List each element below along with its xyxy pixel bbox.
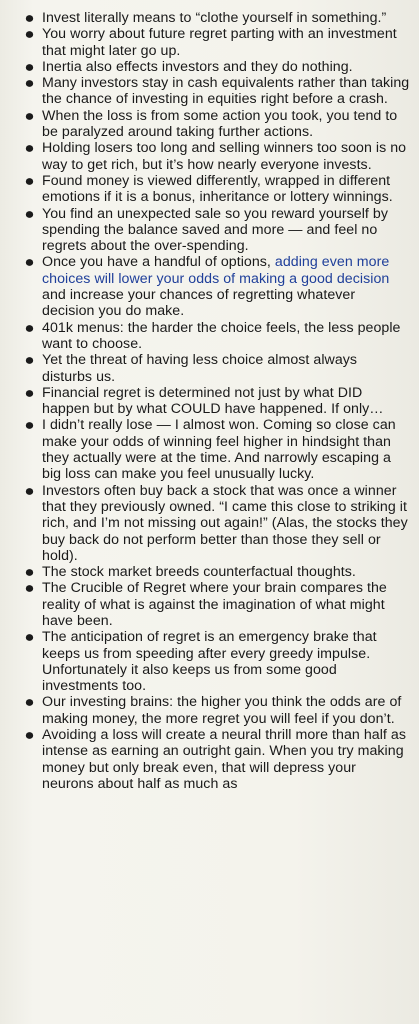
bullet-item [0, 59, 419, 75]
bullet-text: Holding losers too long and selling winners too soon is no way to get rich, but it’s how nearly everyone invests. [42, 140, 407, 173]
bullet-item [0, 385, 419, 418]
bullet-dot-icon [26, 390, 33, 397]
bullet-dot-icon [26, 357, 33, 364]
bullet-text: When the loss is from some action you took, you tend to be paralyzed around taking further actions. [42, 107, 398, 141]
bullet-text: The Crucible of Regret where your brain compares the reality of what is against the imagination of what might have been. [42, 580, 387, 629]
bullet-item [0, 564, 419, 580]
bullet-text: Inertia also effects investors and they do nothing. [42, 58, 353, 75]
bullet-text: You find an unexpected sale so you reward yourself by spending the balance saved and more — and feel no regrets about the over-spending. [42, 205, 388, 255]
bullet-dot-icon [26, 260, 33, 267]
bullet-dot-icon [26, 569, 33, 576]
bullet-dot-icon [26, 732, 33, 739]
bullet-text: Financial regret is determined not just by what DID happen but by what COULD have happened. If only… [42, 384, 384, 418]
bullet-dot-icon [26, 113, 33, 120]
bullet-item [0, 206, 419, 255]
bullet-list [0, 10, 419, 792]
bullet-text: I didn’t really lose — I almost won. Coming so close can make your odds of winning feel higher in hindsight than they actually were at the time. And narrowly escaping a big loss can make you feel unusually lucky. [42, 417, 396, 483]
bullet-text: Our investing brains: the higher you think the odds are of making money, the more regret you will feel if you don’t. [42, 694, 402, 727]
bullet-dot-icon [26, 423, 33, 430]
bullet-item [0, 483, 419, 564]
bullet-dot-icon [26, 146, 33, 153]
bullet-item [0, 173, 419, 206]
bullet-dot-icon [26, 31, 33, 38]
bullet-dot-icon [26, 178, 33, 185]
bullet-item [0, 75, 419, 108]
bullet-dot-icon [26, 15, 33, 22]
bullet-item [0, 580, 419, 629]
bullet-item [0, 26, 419, 59]
bullet-text: Found money is viewed differently, wrapped in different emotions if it is a bonus, inheritance or lottery winnings. [42, 172, 393, 206]
bullet-item [0, 320, 419, 353]
bullet-item [0, 10, 419, 26]
bullet-text: You worry about future regret parting with an investment that might later go up. [42, 26, 397, 59]
bullet-item [0, 108, 419, 141]
bullet-dot-icon [26, 64, 33, 71]
bullet-item [0, 254, 419, 319]
bullet-text: The anticipation of regret is an emergency brake that keeps us from speeding after every greedy impulse. Unfortunately it also keeps us from some good investments too. [42, 629, 377, 695]
bullet-item [0, 352, 419, 385]
bullet-dot-icon [26, 325, 33, 332]
bullet-text: Yet the threat of having less choice almost always disturbs us. [42, 352, 358, 385]
bullet-text: Invest literally means to “clothe yourself in something.” [42, 10, 387, 26]
bullet-dot-icon [26, 80, 33, 87]
bullet-item [0, 694, 419, 727]
bullet-text: Investors often buy back a stock that was once a winner that they previously owned. “I came this close to striking it rich, and I’m not missing out again!” (Alas, the stocks they buy back do not perform better than those they sell or hold). [42, 482, 408, 564]
bullet-item [0, 629, 419, 694]
bullet-text: Avoiding a loss will create a neural thrill more than half as intense as earning an outright gain. When you try making money but only break even, that will depress your neurons about half as much as [42, 727, 406, 792]
bullet-dot-icon [26, 488, 33, 495]
bullet-dot-icon [26, 634, 33, 641]
bullet-dot-icon [26, 211, 33, 218]
bullet-text: The stock market breeds counterfactual thoughts. [42, 564, 356, 581]
bullet-dot-icon [26, 586, 33, 593]
bullet-text [42, 254, 411, 319]
bullet-text-before: Once you have a handful of options, [42, 254, 275, 271]
bullet-text-after: and increase your chances of regretting whatever decision you do make. [42, 287, 356, 320]
highlighted-text: adding even more choices will lower your odds of making a good decision [42, 254, 390, 287]
bullet-item [0, 140, 419, 173]
bullet-text: Many investors stay in cash equivalents rather than taking the chance of investing in equities right before a crash. [42, 75, 410, 108]
bullet-dot-icon [26, 700, 33, 707]
bullet-item [0, 727, 419, 792]
bullet-text: 401k menus: the harder the choice feels, the less people want to choose. [42, 319, 401, 352]
bullet-item [0, 417, 419, 482]
